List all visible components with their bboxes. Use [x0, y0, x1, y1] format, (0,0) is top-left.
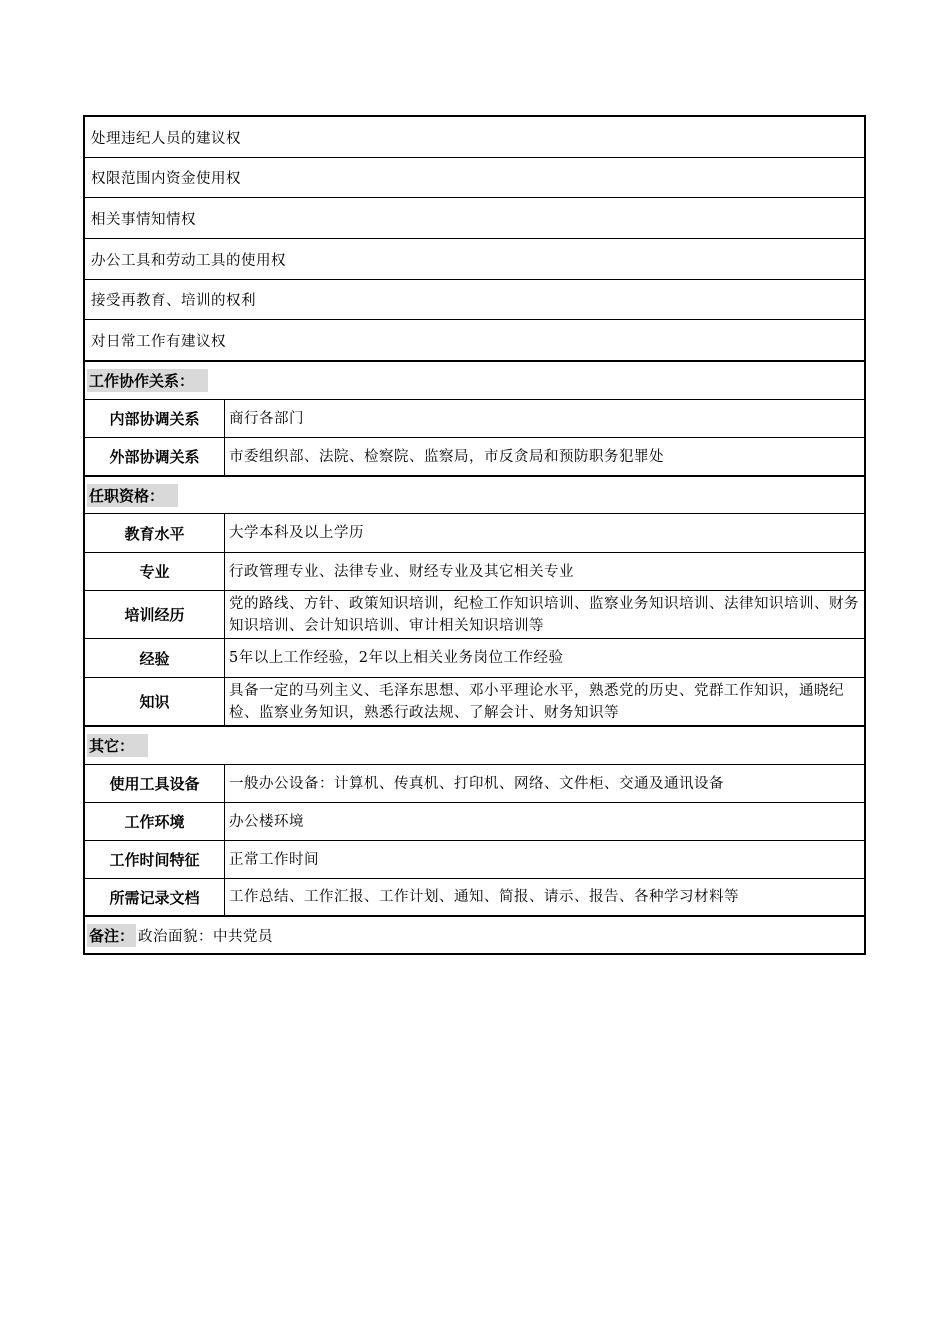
- major-value: 行政管理专业、法律专业、财经专业及其它相关专业: [229, 563, 574, 580]
- other-title: 其它：: [87, 734, 148, 757]
- experience-label: 经验: [85, 639, 225, 677]
- table-row: [85, 591, 864, 639]
- work-time-label: 工作时间特征: [85, 841, 225, 878]
- qualifications-title: 任职资格：: [87, 484, 178, 507]
- other-section: [85, 727, 150, 764]
- knowledge-label: 知识: [85, 678, 225, 725]
- rights-row: [85, 280, 864, 320]
- rights-row: [85, 239, 864, 280]
- rights-row: [85, 320, 864, 362]
- note-section: [85, 917, 275, 953]
- rights-item: 对日常工作有建议权: [91, 333, 226, 350]
- rights-item: 权限范围内资金使用权: [91, 171, 241, 187]
- cooperation-section: [85, 362, 210, 399]
- education-label: 教育水平: [85, 514, 225, 552]
- rights-item: 处理违纪人员的建议权: [91, 130, 241, 147]
- rights-row: [85, 117, 864, 158]
- table-row: [85, 765, 864, 803]
- knowledge-value: 具备一定的马列主义、毛泽东思想、邓小平理论水平，熟悉党的历史、党群工作知识，通晓纪检、监察业务知识，熟悉行政法规、了解会计、财务知识等: [229, 682, 844, 721]
- job-description-table: [83, 115, 866, 955]
- internal-coordination-label: 内部协调关系: [85, 400, 225, 437]
- other-header-row: [85, 727, 864, 765]
- table-row: [85, 438, 864, 477]
- table-row: [85, 678, 864, 727]
- table-row: [85, 803, 864, 841]
- documents-value: 工作总结、工作汇报、工作计划、通知、简报、请示、报告、各种学习材料等: [229, 889, 739, 905]
- experience-value: 5年以上工作经验，2年以上相关业务岗位工作经验: [229, 650, 564, 666]
- table-row: [85, 553, 864, 591]
- cooperation-title: 工作协作关系：: [87, 369, 208, 392]
- table-row: [85, 639, 864, 678]
- environment-label: 工作环境: [85, 803, 225, 840]
- tools-label: 使用工具设备: [85, 765, 225, 802]
- education-value: 大学本科及以上学历: [229, 525, 364, 541]
- table-row: [85, 879, 864, 917]
- table-row: [85, 514, 864, 553]
- major-label: 专业: [85, 553, 225, 590]
- tools-value: 一般办公设备：计算机、传真机、打印机、网络、文件柜、交通及通讯设备: [229, 775, 724, 792]
- table-row: [85, 841, 864, 879]
- external-coordination-label: 外部协调关系: [85, 438, 225, 475]
- note-value: 政治面貌：中共党员: [138, 928, 274, 945]
- work-time-value: 正常工作时间: [229, 851, 319, 868]
- qualifications-section: [85, 477, 180, 513]
- internal-coordination-value: 商行各部门: [229, 410, 304, 427]
- rights-item: 办公工具和劳动工具的使用权: [91, 252, 286, 269]
- training-label: 培训经历: [85, 591, 225, 638]
- cooperation-header-row: [85, 362, 864, 400]
- training-value: 党的路线、方针、政策知识培训，纪检工作知识培训、监察业务知识培训、法律知识培训、财务知识培训、会计知识培训、审计相关知识培训等: [229, 595, 859, 634]
- note-label: 备注：: [87, 924, 136, 947]
- documents-label: 所需记录文档: [85, 879, 225, 915]
- rights-row: [85, 198, 864, 239]
- note-row: [85, 917, 864, 953]
- table-row: [85, 400, 864, 438]
- rights-item: 相关事情知情权: [91, 211, 196, 228]
- qualifications-header-row: [85, 477, 864, 514]
- rights-item: 接受再教育、培训的权利: [91, 293, 256, 309]
- environment-value: 办公楼环境: [229, 813, 304, 830]
- external-coordination-value: 市委组织部、法院、检察院、监察局，市反贪局和预防职务犯罪处: [229, 448, 664, 465]
- rights-row: [85, 158, 864, 198]
